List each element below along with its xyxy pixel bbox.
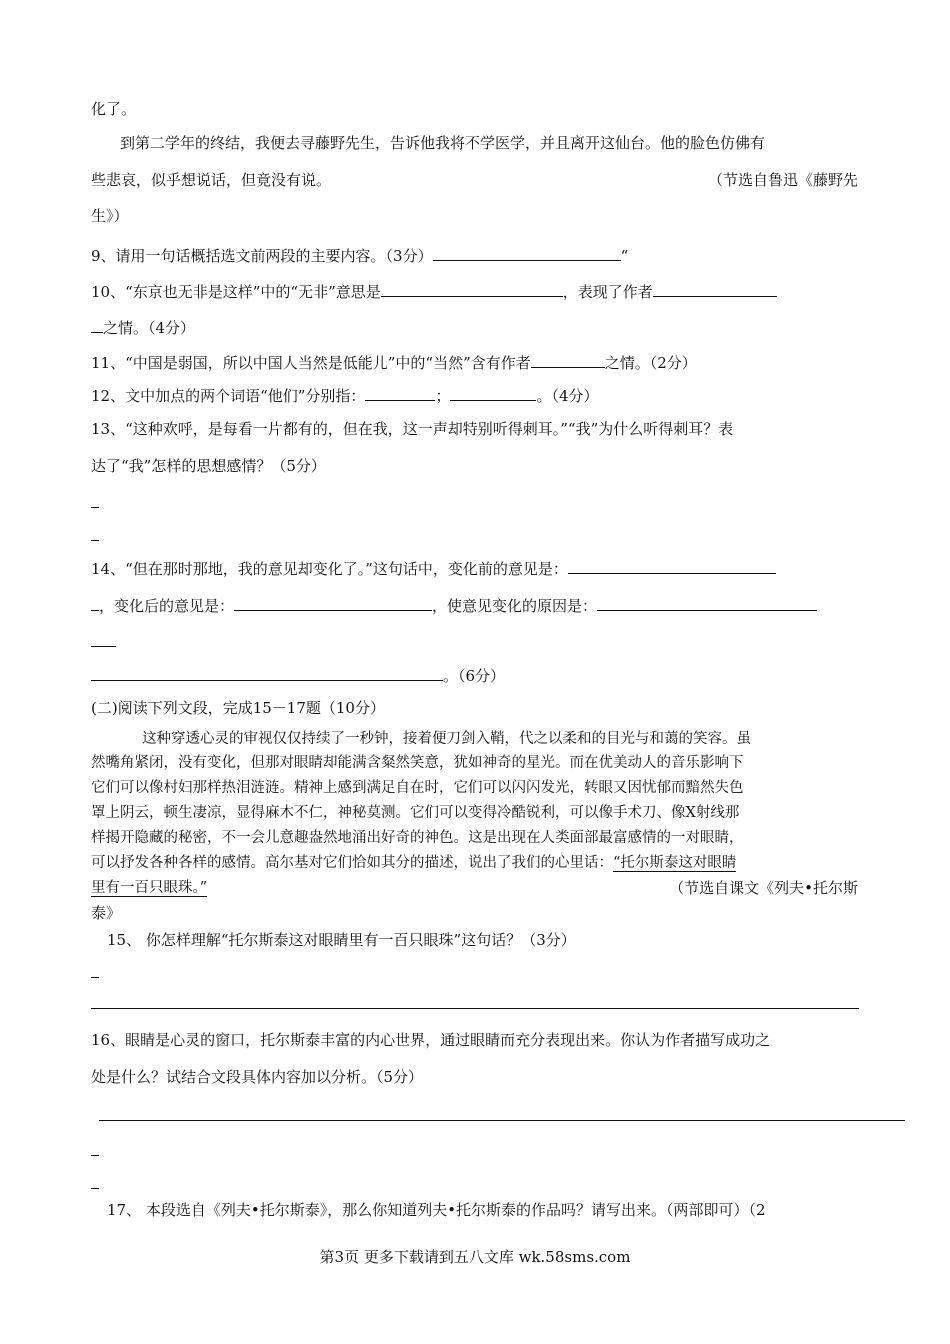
section2-passage-line6: 可以抒发各种各样的感情。高尔基对它们恰如其分的描述，说出了我们的心里话：“托尔斯泰这对眼睛 <box>91 855 737 871</box>
section2-passage-line4: 罩上阴云，顿生凄凉，显得麻木不仁，神秘莫测。它们可以变得冷酷锐利，可以像手术刀、像X射线那 <box>91 805 740 821</box>
question-13-cont: 达了“我”怎样的思想感情？（5分） <box>91 457 326 475</box>
passage1-source-end: 生》） <box>91 207 129 225</box>
answer-blank[interactable] <box>91 664 443 681</box>
section2-source: （节选自课文《列夫•托尔斯 <box>669 879 858 897</box>
answer-line[interactable] <box>91 507 99 508</box>
answer-line[interactable] <box>91 977 99 978</box>
question-14-end: 。（6分） <box>91 664 505 686</box>
question-12: 12、文中加点的两个词语“他们”分别指： ； 。（4分） <box>91 384 599 406</box>
answer-blank[interactable] <box>597 594 817 611</box>
answer-blank[interactable] <box>91 316 103 333</box>
answer-blank[interactable] <box>531 351 605 368</box>
answer-line[interactable] <box>91 1155 99 1156</box>
quote-underlined: “托尔斯泰这对眼睛 <box>613 855 737 871</box>
answer-blank[interactable] <box>433 244 621 261</box>
question-13: 13、“这种欢呼，是每看一片都有的，但在我，这一声却特别听得刺耳。”“我”为什么听得刺耳？表 <box>91 420 734 438</box>
quote-underlined: 里有一百只眼珠。” <box>91 880 208 896</box>
question-14-cont: ，变化后的意见是： ，使意见变化的原因是： <box>91 594 817 616</box>
answer-blank[interactable] <box>234 594 432 611</box>
section2-passage-line5: 样揭开隐藏的秘密，不一会儿意趣盎然地涌出好奇的神色。这是出现在人类面部最富感情的一对眼睛， <box>91 830 744 846</box>
section2-passage-line3: 它们可以像村妇那样热泪涟涟。精神上感到满足自在时，它们可以闪闪发光，转眼又因忧郁而黯然失色 <box>91 780 744 796</box>
answer-blank[interactable] <box>381 280 563 297</box>
question-16-cont: 处是什么？试结合文段具体内容加以分析。（5分） <box>91 1068 424 1086</box>
answer-blank[interactable] <box>365 384 435 401</box>
passage1-line3: 些悲哀，似乎想说话，但竟没有说。 <box>91 171 332 189</box>
answer-blank[interactable] <box>91 594 99 611</box>
passage1-source: （节选自鲁迅《藤野先 <box>707 171 858 189</box>
section2-passage-line7 <box>91 878 207 898</box>
question-17: 17、 本段选自《列夫•托尔斯泰》，那么你知道列夫•托尔斯泰的作品吗？请写出来。（两部即可）（2 <box>107 1201 766 1219</box>
passage1-line2: 到第二学年的终结，我便去寻藤野先生，告诉他我将不学医学，并且离开这仙台。他的脸色仿佛有 <box>120 134 766 152</box>
passage1-line1: 化了。 <box>91 100 137 118</box>
answer-blank[interactable] <box>568 557 776 574</box>
question-16: 16、眼睛是心灵的窗口，托尔斯泰丰富的内心世界，通过眼睛而充分表现出来。你认为作者描写成功之 <box>91 1031 771 1049</box>
question-11: 11、“中国是弱国，所以中国人当然是低能儿”中的“当然”含有作者 之情。（2分） <box>91 351 697 373</box>
section2-passage-line2: 然嘴角紧闭，没有变化，但那对眼睛却能满含粲然笑意，犹如神奇的星光。而在优美动人的音乐影响下 <box>91 755 744 771</box>
question-9: 9、请用一句话概括选文前两段的主要内容。（3分） “ <box>91 244 628 266</box>
question-10-cont: 之情。（4分） <box>91 316 195 338</box>
answer-line[interactable] <box>91 1188 99 1189</box>
page-footer: 第3页 更多下载请到五八文库 wk.58sms.com <box>319 1248 631 1266</box>
answer-blank[interactable] <box>450 384 536 401</box>
section2-heading: (二)阅读下列文段，完成15－17题（10分） <box>91 699 385 717</box>
answer-line[interactable] <box>91 540 99 541</box>
question-15: 15、 你怎样理解“托尔斯泰这对眼睛里有一百只眼珠”这句话？（3分） <box>107 931 576 949</box>
section2-source-end: 泰》 <box>91 904 122 922</box>
answer-blank[interactable] <box>653 280 777 297</box>
answer-line[interactable] <box>91 646 116 647</box>
section2-passage-line1: 这种穿透心灵的审视仅仅持续了一秒钟，接着便刀剑入鞘，代之以柔和的目光与和蔼的笑容。虽 <box>142 731 751 747</box>
answer-line[interactable] <box>99 1120 905 1121</box>
question-10: 10、“东京也无非是这样”中的“无非”意思是 ，表现了作者 <box>91 280 777 302</box>
question-14: 14、“但在那时那地，我的意见却变化了。”这句话中，变化前的意见是： <box>91 557 776 579</box>
answer-line[interactable] <box>91 1008 859 1009</box>
